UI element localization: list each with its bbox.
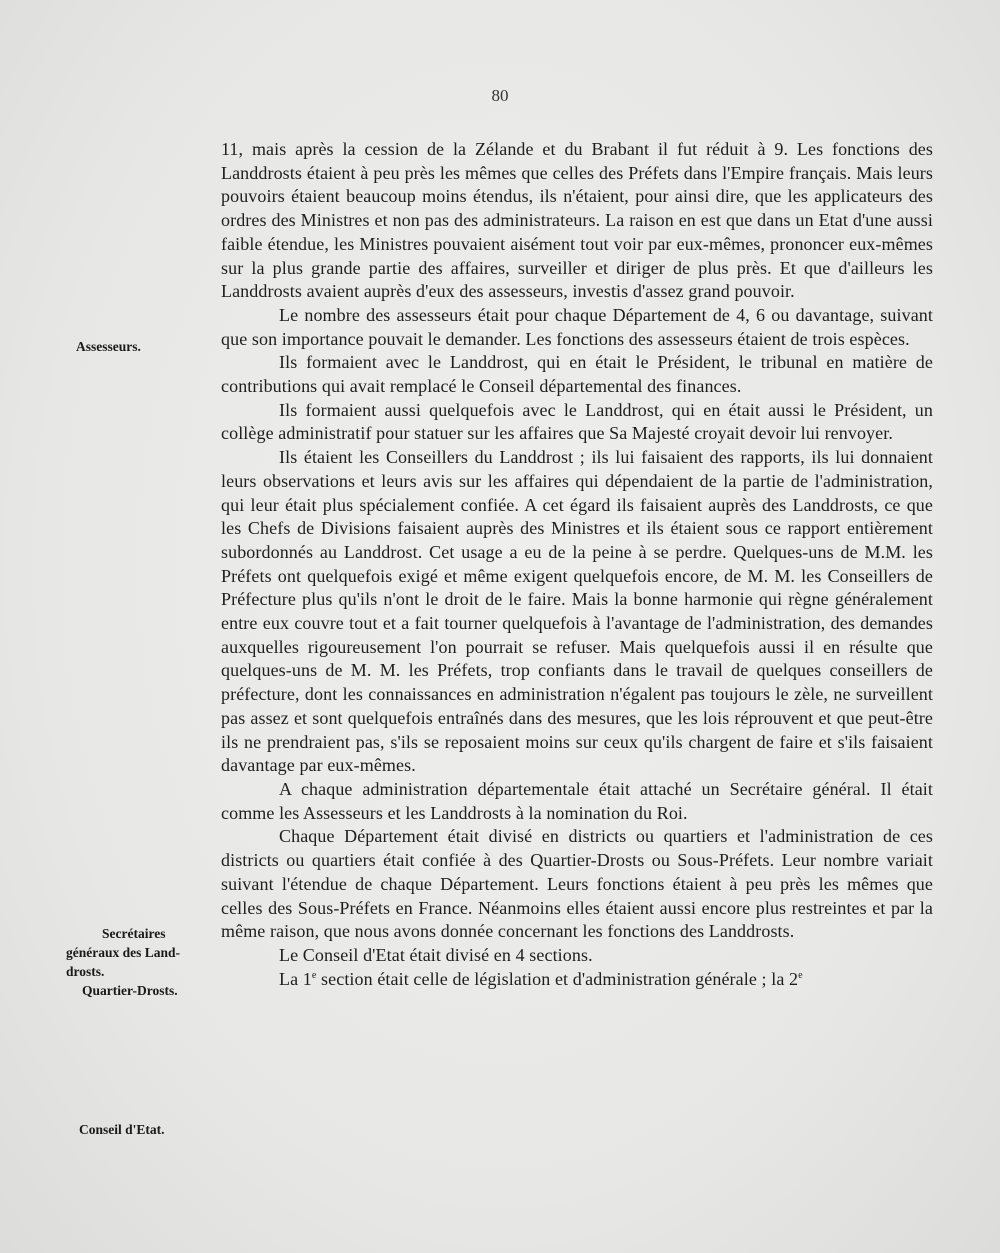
paragraph: 11, mais après la cession de la Zélande et du Brabant il fut réduit à 9. Les fonctions des Landdrosts étaient à peu près les mêmes que celles des Préfets dans l'Empire français. Mais leurs pouvoirs étaient beaucoup moins étendus, ils n'étaient, pour ainsi dire, que les applicateurs des ordres des Ministres et non pas des administrateurs. La raison en est que dans un Etat d'une aussi faible étendue, les Ministres pouvaient aisément tout voir par eux-mêmes, prononcer eux-mêmes sur la plus grande partie des affaires, surveiller et diriger de plus près. Et que d'ailleurs les Landdrosts avaient auprès d'eux des assesseurs, investis d'assez grand pouvoir. [221,139,933,302]
sidenote-secretaires-line: drosts. [66,964,105,979]
superscript: e [311,969,317,981]
paragraph: Le Conseil d'Etat était divisé en 4 sections. [279,944,593,965]
text-run: section était celle de législation et d'administration générale ; la 2 [316,968,799,989]
page-number: 80 [491,86,509,105]
sidenote-assesseurs: Assesseurs. [76,339,141,354]
text-run: La 1 [279,968,312,989]
sidenote-secretaires [66,924,216,1000]
sidenote-secretaires-line: Secrétaires [102,926,166,941]
superscript: e [798,969,803,981]
paragraph: Ils étaient les Conseillers du Landdrost ; ils lui faisaient des rapports, ils lui donnaient leurs observations et leurs avis sur les affaires qui dépendaient de la partie de l'administration, qui leur était plus spécialement confiée. A cet égard ils faisaient auprès des Landdrosts, ce que les Chefs de Divisions faisaient auprès des Ministres et ils étaient sous ce rapport entièrement subordonnés au Landdrost. Cet usage a eu de la peine à se perdre. Quelques-uns de M.M. les Préfets ont quelquefois exigé et même exigent quelquefois encore, de M. M. les Conseillers de Préfecture plus qu'ils n'ont le droit de le faire. Mais la bonne harmonie qui règne généralement entre eux couvre tout et a fait tourner quelquefois à l'avantage de l'administration, des demandes auxquelles rigoureusement l'on pourrait se refuser. Mais quelquefois aussi il en résulte que quelques-uns de M. M. les Préfets, trop confiants dans le travail de quelques conseillers de préfecture, dont les connaissances en administration n'égalent pas toujours le zèle, ne surveillent pas assez et sont quelquefois entraînés dans des mesures, que les lois réprouvent et que peut-être ils ne prendraient pas, s'ils se reposaient moins sur ceux qu'ils chargent de faire et s'ils faisaient davantage par eux-mêmes. [221,447,933,776]
paragraph: A chaque administration départementale était attaché un Secrétaire général. Il était comme les Assesseurs et les Landdrosts à la nomination du Roi. [221,778,933,823]
paragraph: Chaque Département était divisé en districts ou quartiers et l'administration de ces districts ou quartiers était confiée à des Quartier-Drosts ou Sous-Préfets. Leur nombre variait suivant l'étendue de chaque Département. Leurs fonctions étaient à peu près les mêmes que celles des Sous-Préfets en France. Néanmoins elles étaient aussi encore plus restreintes et par la même raison, que nous avons donnée concernant les fonctions des Landdrosts. [221,826,933,942]
paragraph: Ils formaient avec le Landdrost, qui en était le Président, le tribunal en matière de contributions qui avait remplacé le Conseil départemental des finances. [221,352,933,397]
paragraph-last [221,968,933,992]
paragraph: Ils formaient aussi quelquefois avec le Landdrost, qui en était aussi le Président, un collège administratif pour statuer sur les affaires que Sa Majesté croyait devoir lui renvoyer. [221,399,933,444]
sidenote-secretaires-line: généraux des Land- [66,945,181,960]
sidenote-quartier-drosts: Quartier-Drosts. [82,983,178,998]
body-text [221,138,933,991]
paragraph: Le nombre des assesseurs était pour chaque Département de 4, 6 ou davantage, suivant que son importance pouvait le demander. Les fonctions des assesseurs étaient de trois espèces. [221,304,933,349]
sidenote-conseil-etat: Conseil d'Etat. [79,1122,165,1137]
